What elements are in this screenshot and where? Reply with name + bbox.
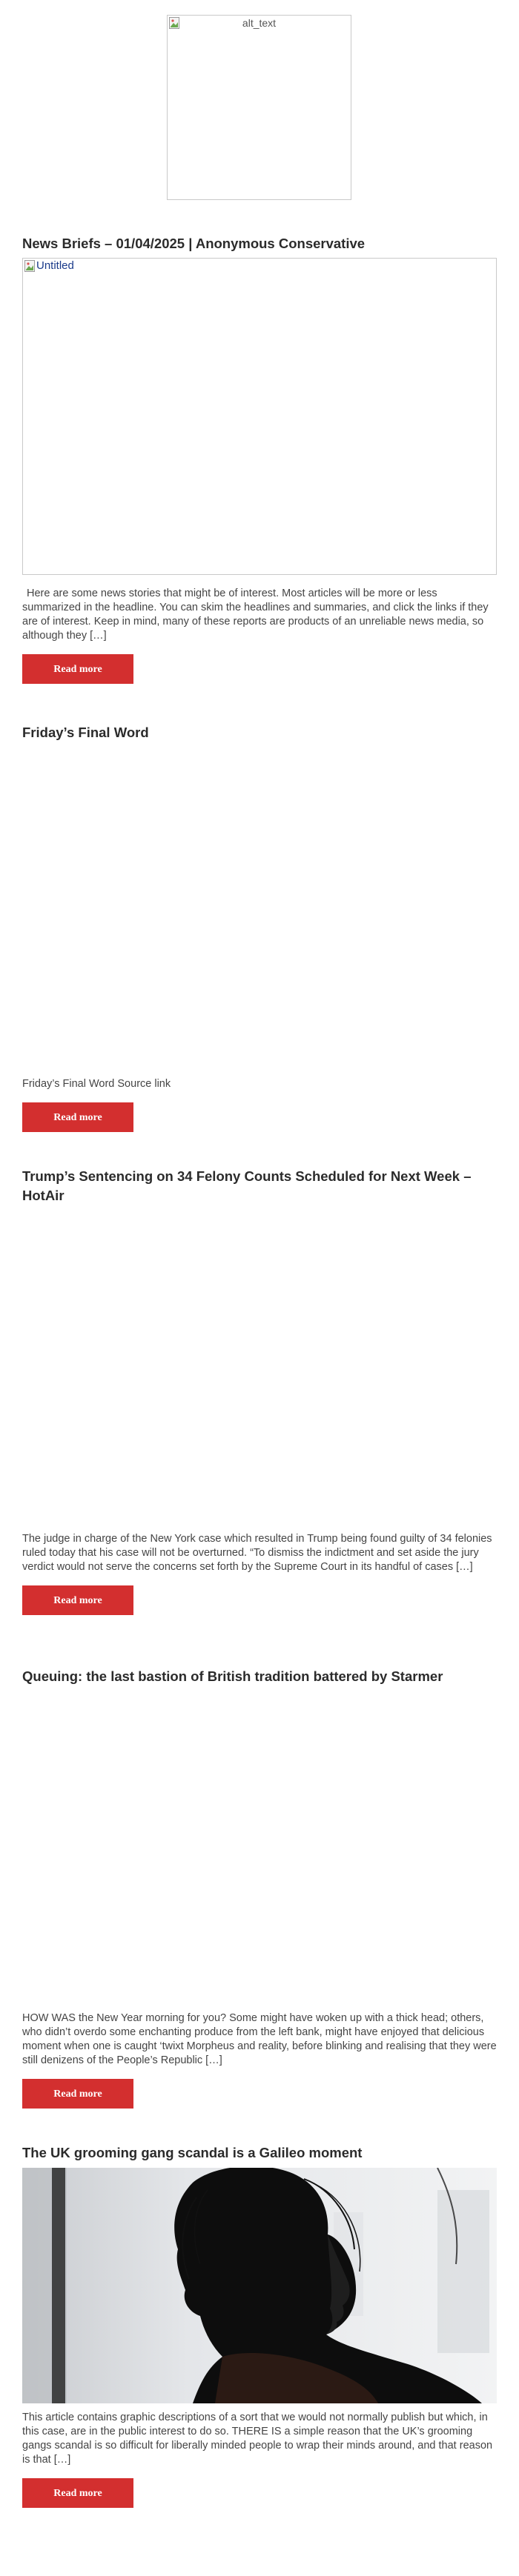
article-title[interactable]: News Briefs – 01/04/2025 | Anonymous Conservative [22,236,366,251]
read-more-button[interactable]: Read more [22,654,133,684]
article-title[interactable]: Trump’s Sentencing on 34 Felony Counts Scheduled for Next Week – HotAir [22,1168,472,1203]
site-logo [167,15,351,200]
read-more-button[interactable]: Read more [22,2079,133,2109]
article-card [22,723,497,1132]
article-title[interactable]: The UK grooming gang scandal is a Galileo moment [22,2145,363,2160]
read-more-button[interactable]: Read more [22,2478,133,2508]
article-excerpt: Here are some news stories that might be of interest. Most articles will be more or less summarized in the headline. You can skim the headlines and summaries, and click the links if they are of interest. Keep in mind, many of these reports are products of an unreliable news media, so although they […] [22,588,489,642]
woman-silhouette-photo [22,2168,497,2403]
article-excerpt: Friday’s Final Word Source link [22,1078,171,1090]
article-card [22,1167,497,1615]
image-alt-text: Untitled [36,259,74,272]
article-title[interactable]: Queuing: the last bastion of British tradition battered by Starmer [22,1668,443,1684]
article-excerpt: The judge in charge of the New York case which resulted in Trump being found guilty of 34 felonies ruled today that his case will not be overturned. “To dismiss the indictment and set aside the jury verdict would not serve the concerns set forth by the Supreme Court in its handful of cases […] [22,1533,492,1573]
article-card [22,1667,497,2109]
article-excerpt: HOW WAS the New Year morning for you? Some might have woken up with a thick head; others, who didn’t overdo some enchanting produce from the left bank, might have enjoyed that delicious moment when one is caught ‘twixt Morpheus and reality, before blinking and realising that they were still denizens of the People’s Republic […] [22,2012,497,2066]
logo-alt-text: alt_text [242,17,277,29]
article-image-placeholder [22,1210,497,1532]
article-card [22,2143,497,2508]
read-more-button[interactable]: Read more [22,1585,133,1615]
article-title[interactable]: Friday’s Final Word [22,725,149,740]
article-card [22,234,497,684]
article-excerpt: This article contains graphic descriptions of a sort that we would not normally publish but which, in this case, are in the public interest to do so. THERE IS a simple reason that the UK’s grooming gangs scandal is so difficult for liberally minded people to wrap their minds around, and that reason is that […] [22,2412,493,2466]
article-image[interactable] [22,258,497,575]
broken-image-icon [24,260,35,272]
article-image-placeholder [22,747,497,1077]
article-image-placeholder [22,1691,497,2011]
read-more-button[interactable]: Read more [22,1102,133,1132]
article-photo[interactable] [22,2168,497,2403]
